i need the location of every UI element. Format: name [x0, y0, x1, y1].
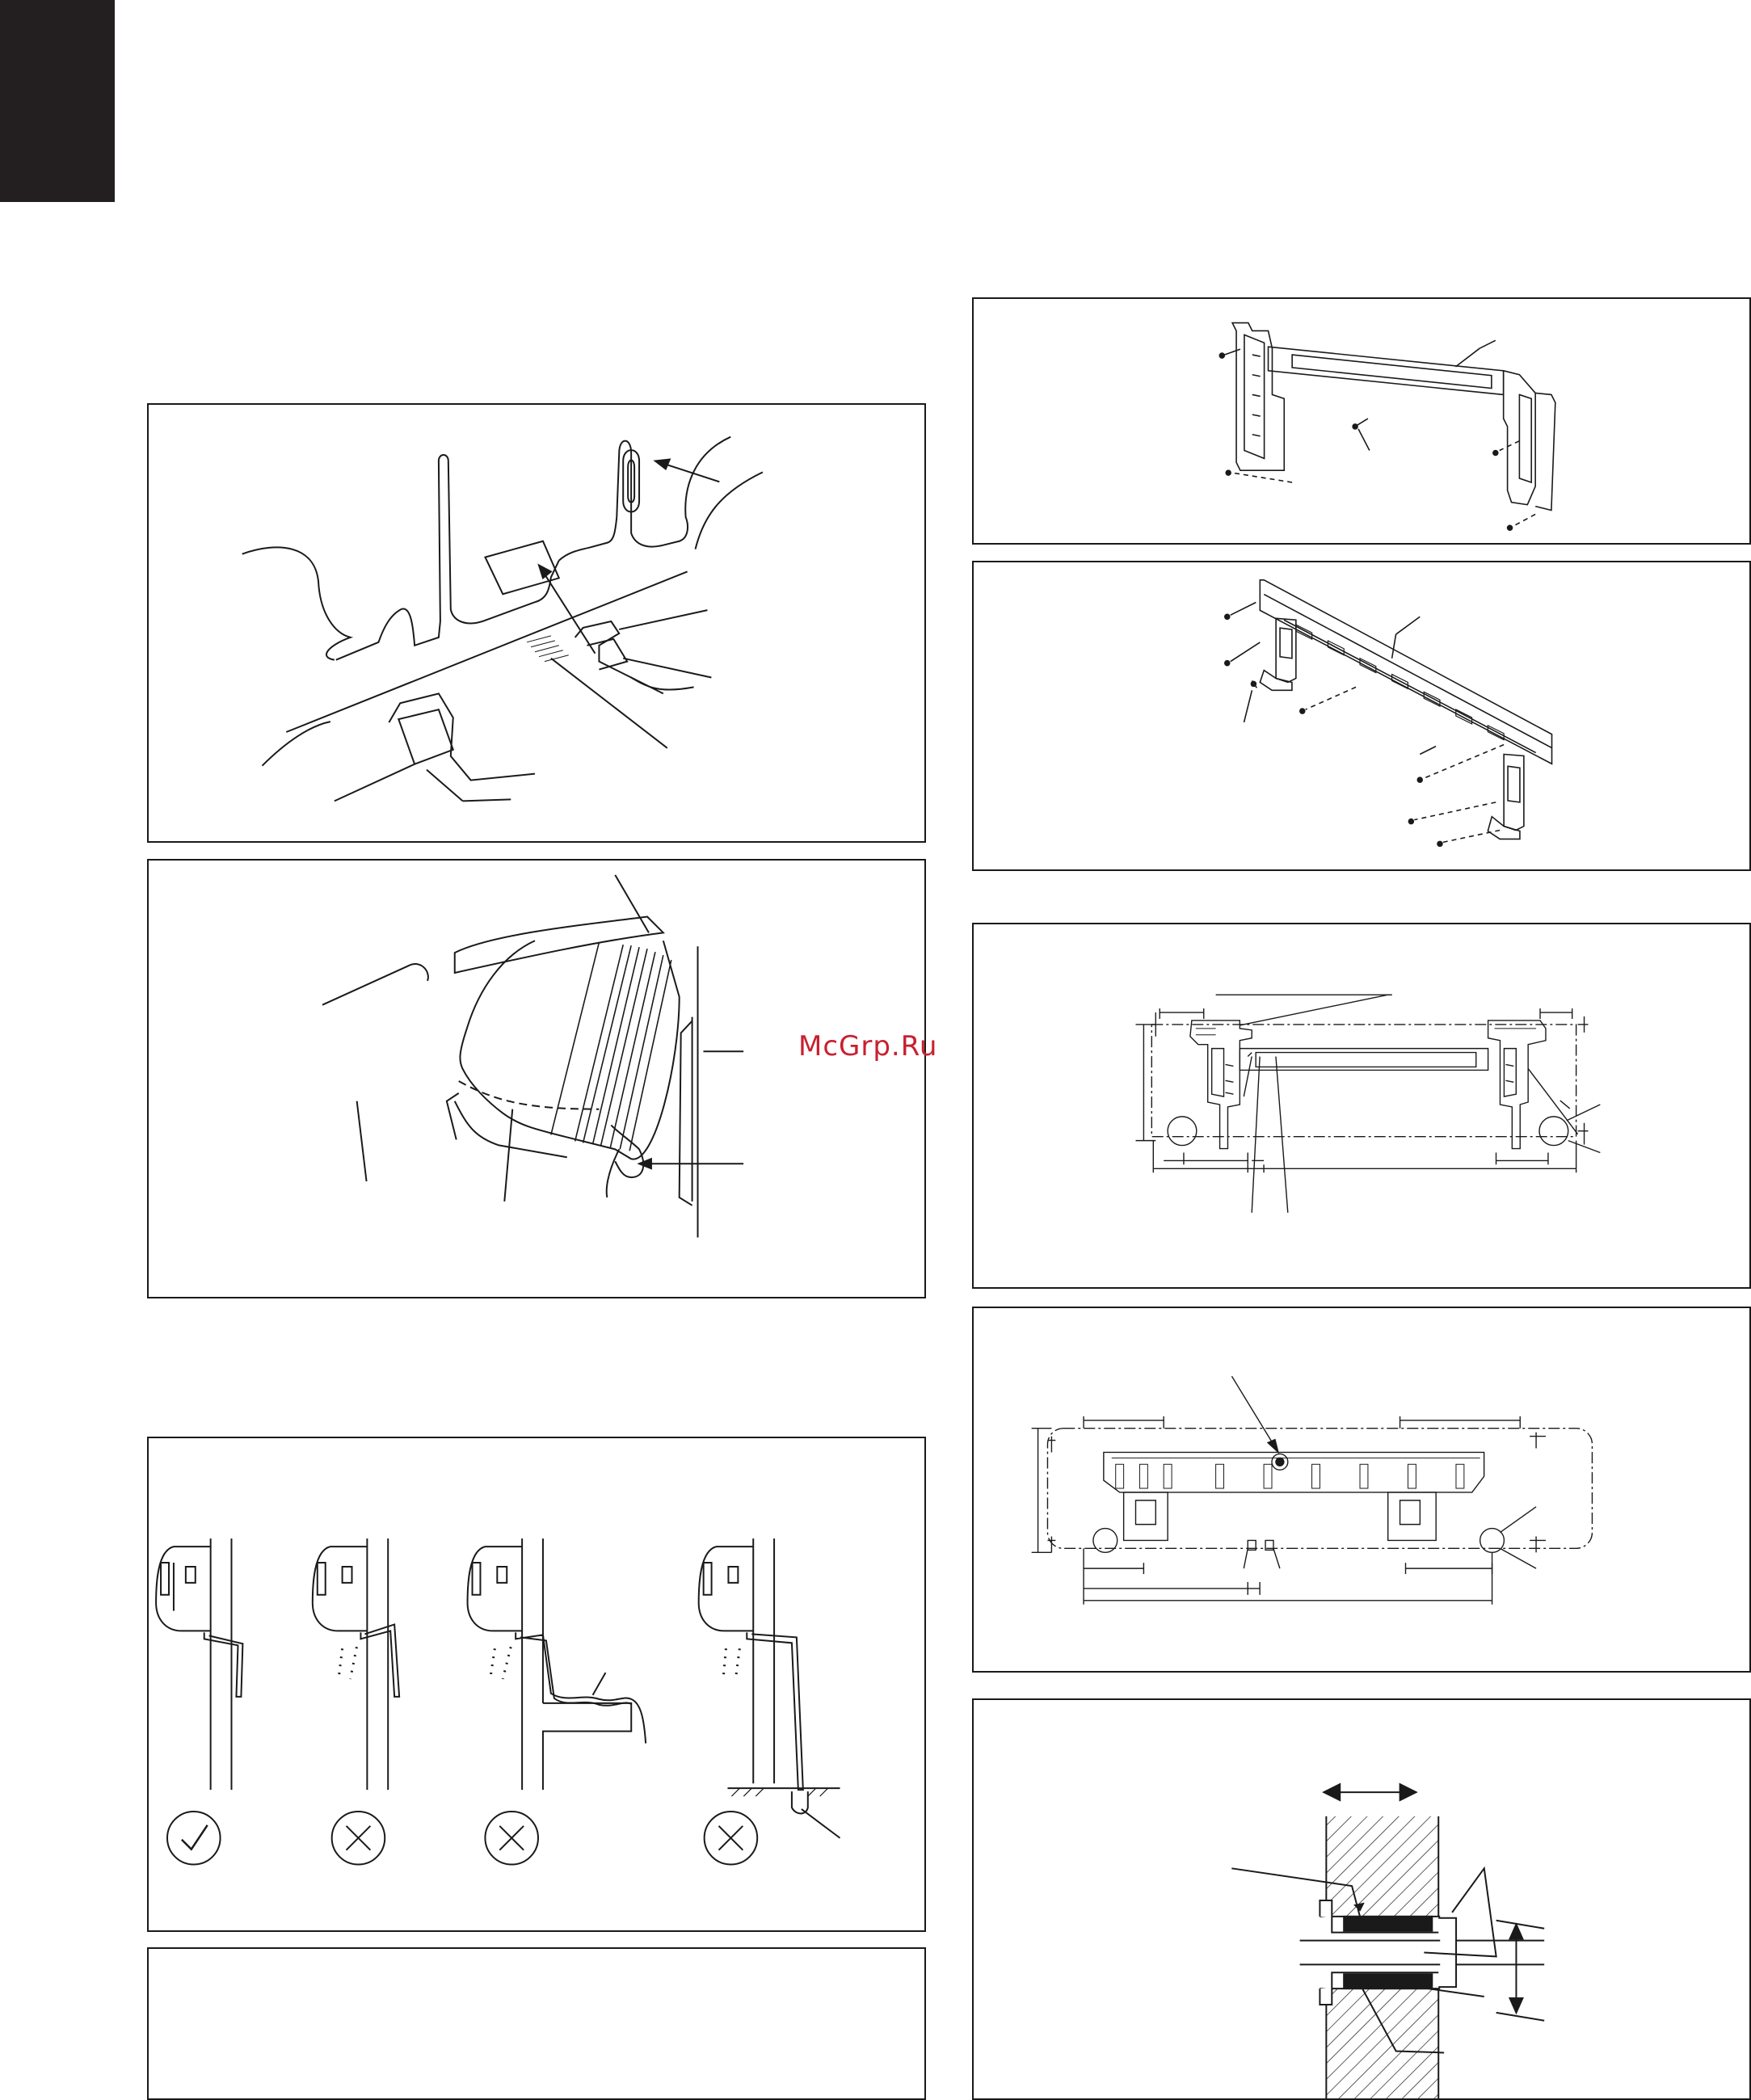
mounting-hook-figure — [147, 403, 926, 843]
plate-dimension-b-figure — [972, 1307, 1751, 1673]
drain-example-1 — [156, 1538, 242, 1864]
plate-dimension-a-figure — [972, 923, 1751, 1289]
drain-example-4 — [699, 1538, 840, 1864]
watermark-text: McGrp.Ru — [798, 1030, 938, 1063]
mounting-plate-b-figure — [972, 561, 1751, 871]
drain-example-2 — [313, 1538, 399, 1864]
wall-sleeve-figure — [972, 1698, 1751, 2100]
page-corner-block — [0, 0, 115, 202]
blank-note-box — [147, 1947, 926, 2100]
drain-example-3 — [468, 1538, 646, 1864]
mounting-plate-a-figure — [972, 297, 1751, 545]
drain-hose-figure — [147, 1437, 926, 1932]
hanging-unit-figure — [147, 859, 926, 1298]
